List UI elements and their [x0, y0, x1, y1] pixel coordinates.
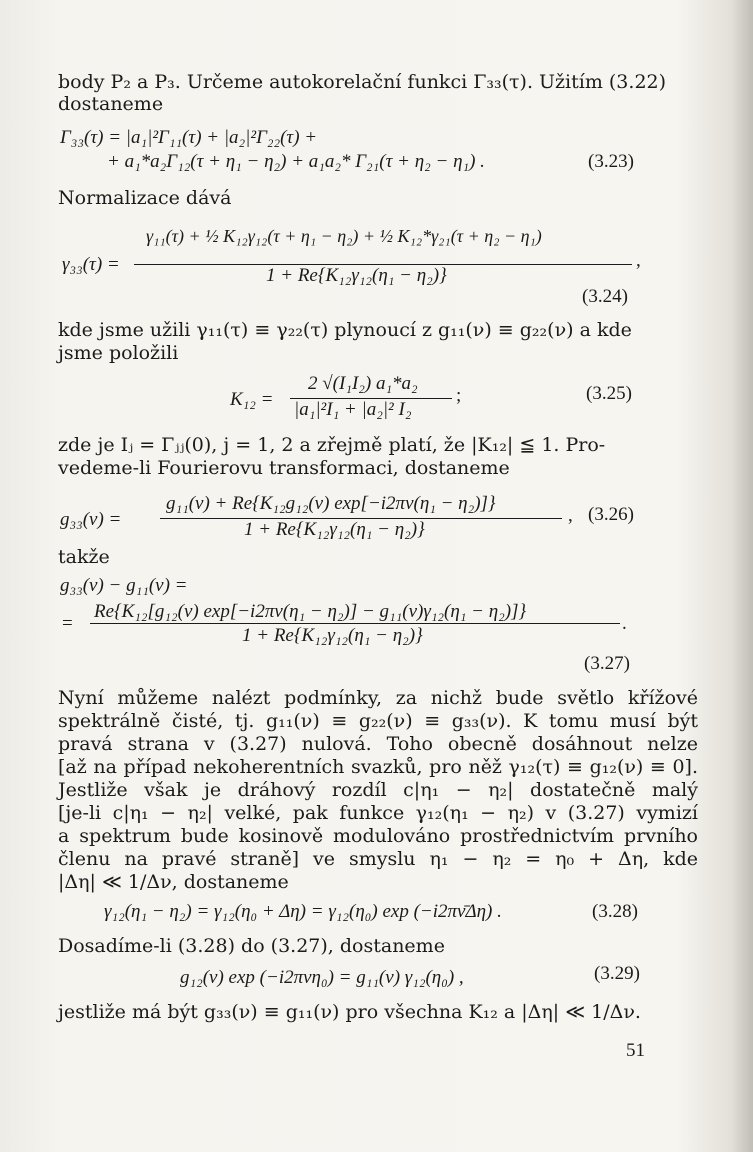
eq-3-26-comma: , [568, 505, 573, 526]
paragraph-line-1: Nyní můžeme nalézt podmínky, za nichž bude světlo křížové [58, 687, 698, 709]
eq-3-28: γ₁₂(η₁ − η₂) = γ₁₂(η₀ + Δη) = γ₁₂(η₀) exp (−i2πν̄Δη) . [104, 901, 502, 922]
eq-3-24-number: (3.24) [582, 286, 628, 307]
eq-3-28-number: (3.28) [592, 901, 638, 922]
paragraph-line-2: spektrálně čisté, tj. g₁₁(ν) ≡ g₂₂(ν) ≡ g₃₃(ν). K tomu musí být [58, 710, 698, 732]
text-zde-2: vedeme-li Fourierovu transformaci, dostaneme [58, 457, 510, 479]
eq-3-27-denominator: 1 + Re{K₁₂γ₁₂(η₁ − η₂)} [242, 625, 423, 646]
eq-3-27-dot: . [622, 613, 627, 634]
eq-3-27-number: (3.27) [584, 653, 630, 674]
eq-3-26-numerator: g₁₁(ν) + Re{K₁₂g₁₂(ν) exp[−i2πν(η₁ − η₂)]} [166, 493, 496, 514]
eq-3-27-top: g₃₃(ν) − g₁₁(ν) = [60, 575, 188, 596]
eq-3-25-number: (3.25) [586, 383, 632, 404]
eq-3-23-line-b: + a₁*a₂Γ₁₂(τ + η₁ − η₂) + a₁a₂* Γ₂₁(τ + η₂ − η₁) . [107, 151, 485, 172]
text-line-2: dostaneme [58, 93, 164, 115]
text-dosadime: Dosadíme-li (3.28) do (3.27), dostaneme [58, 935, 445, 957]
paragraph-line-3: pravá strana v (3.27) nulová. Toho obecně dosáhnout nelze [58, 733, 698, 755]
eq-3-24-comma: , [636, 250, 641, 271]
eq-3-25-semicolon: ; [456, 385, 462, 406]
text-kde-1: kde jsme užili γ₁₁(τ) ≡ γ₂₂(τ) plynoucí z g₁₁(ν) ≡ g₂₂(ν) a kde [58, 319, 632, 341]
page-number: 51 [626, 1040, 645, 1061]
eq-3-25-denominator: |a₁|²I₁ + |a₂|² I₂ [294, 399, 412, 420]
eq-3-27-equals: = [62, 613, 73, 634]
text-kde-2: jsme položili [58, 342, 179, 364]
eq-3-24-denominator: 1 + Re{K₁₂γ₁₂(η₁ − η₂)} [266, 265, 447, 286]
eq-3-24-lhs: γ₃₃(τ) = [62, 254, 120, 275]
eq-3-29: g₁₂(ν) exp (−i2πνη₀) = g₁₁(ν) γ₁₂(η₀) , [180, 967, 464, 988]
eq-3-26-lhs: g₃₃(ν) = [60, 509, 122, 530]
text-jestlize: jestliže má být g₃₃(ν) ≡ g₁₁(ν) pro všechna K₁₂ a |Δη| ≪ 1/Δν. [58, 1001, 641, 1023]
paragraph-line-9: |Δη| ≪ 1/Δν, dostaneme [58, 871, 289, 893]
eq-3-24-numerator: γ₁₁(τ) + ½ K₁₂γ₁₂(τ + η₁ − η₂) + ½ K₁₂*γ₂₁(τ + η₂ − η₁) [146, 226, 542, 246]
paragraph-line-7: a spektrum bude kosinově modulováno prostřednictvím prvního [58, 825, 698, 847]
text-takze: takže [58, 546, 110, 568]
eq-3-26-number: (3.26) [588, 504, 634, 525]
eq-3-23-number: (3.23) [588, 151, 634, 172]
paragraph-line-6: [je-li c|η₁ − η₂| velké, pak funkce γ₁₂(η₁ − η₂) v (3.27) vymizí [58, 802, 698, 824]
page-edge-shadow [731, 0, 753, 1152]
eq-3-26-denominator: 1 + Re{K₁₂γ₁₂(η₁ − η₂)} [244, 519, 425, 540]
eq-3-23-line-a: Γ₃₃(τ) = |a₁|²Γ₁₁(τ) + |a₂|²Γ₂₂(τ) + [60, 127, 318, 148]
eq-3-25-lhs: K₁₂ = [230, 389, 274, 410]
paragraph-line-8: členu na pravé straně] ve smyslu η₁ − η₂ = η₀ + Δη, kde [58, 848, 698, 870]
paragraph-line-4: [až na případ nekoherentních svazků, pro něž γ₁₂(τ) ≡ g₁₂(ν) ≡ 0]. [58, 756, 698, 778]
eq-3-25-numerator: 2 √(I₁I₂) a₁*a₂ [308, 373, 418, 394]
text-zde-1: zde je Iⱼ = Γⱼⱼ(0), j = 1, 2 a zřejmě platí, že |K₁₂| ≦ 1. Pro- [58, 434, 606, 456]
eq-3-27-numerator: Re{K₁₂[g₁₂(ν) exp[−i2πν(η₁ − η₂)] − g₁₁(ν)γ₁₂(η₁ − η₂)]} [94, 601, 527, 622]
text-normalizace: Normalizace dává [58, 187, 232, 209]
paragraph-line-5: Jestliže však je dráhový rozdíl c|η₁ − η₂| dostatečně malý [58, 779, 698, 801]
eq-3-29-number: (3.29) [594, 963, 640, 984]
text-line-1: body P₂ a P₃. Určeme autokorelační funkci Γ₃₃(τ). Užitím (3.22) [58, 71, 667, 93]
